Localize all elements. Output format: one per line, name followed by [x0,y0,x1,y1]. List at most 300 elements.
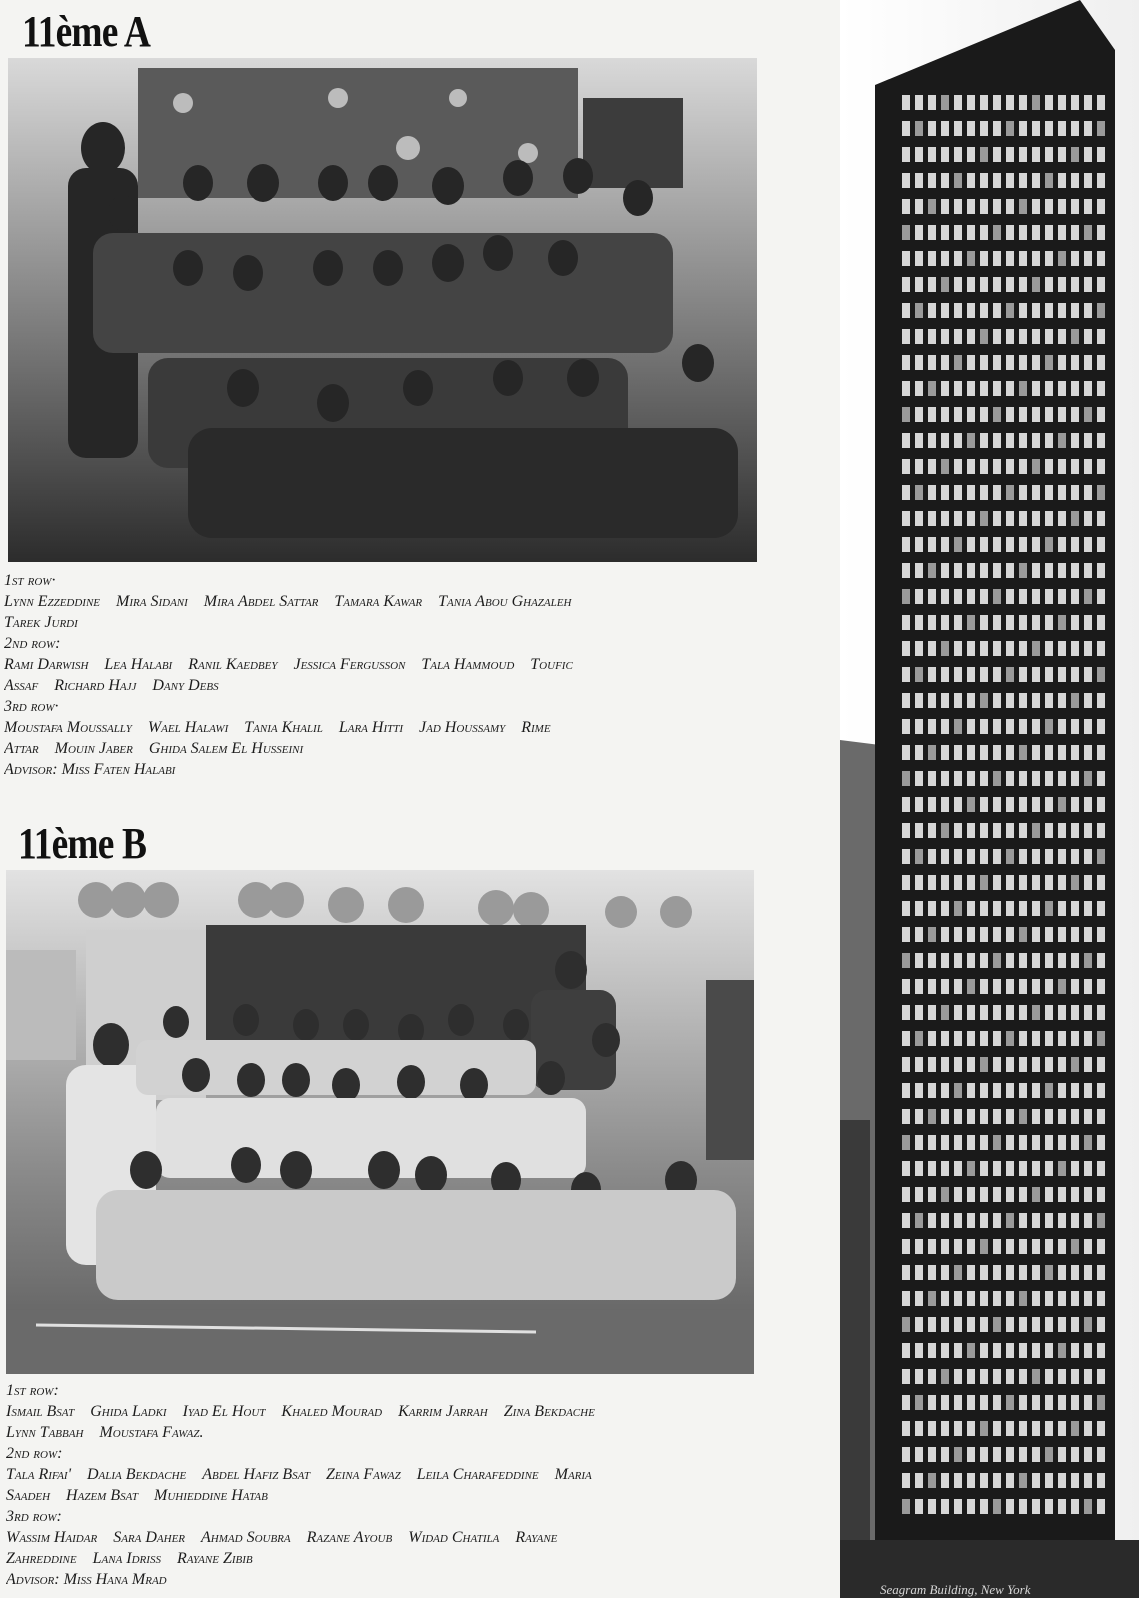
window [902,797,910,812]
window [1071,147,1079,162]
student-name: Toufic [530,656,573,673]
window [1071,849,1079,864]
window [928,1447,936,1462]
window [1006,199,1014,214]
student-name: Assaf [4,677,39,694]
window [1058,849,1066,864]
window [980,615,988,630]
window [902,303,910,318]
window [915,1265,923,1280]
window [954,433,962,448]
window [1097,1291,1105,1306]
window [954,745,962,760]
window [993,953,1001,968]
window [902,823,910,838]
window [1097,355,1105,370]
window [928,667,936,682]
window [915,1109,923,1124]
window [1006,121,1014,136]
window [915,1057,923,1072]
window [1019,381,1027,396]
window [1058,1421,1066,1436]
window [1058,1317,1066,1332]
student-name: Tamara Kawar [334,593,423,610]
student-name: Tala Hammoud [421,656,515,673]
window [1019,1005,1027,1020]
window [1045,1083,1053,1098]
window [1032,745,1040,760]
window [902,355,910,370]
window [980,1265,988,1280]
window [967,1057,975,1072]
window [1058,303,1066,318]
window [902,1161,910,1176]
window [941,1473,949,1488]
window [954,719,962,734]
window [941,979,949,994]
window [915,511,923,526]
window [915,1395,923,1410]
student-name: Rami Darwish [4,656,89,673]
window [1071,407,1079,422]
window [954,1421,962,1436]
window [1084,303,1092,318]
window [941,407,949,422]
window [928,641,936,656]
window [980,719,988,734]
window [1071,693,1079,708]
window [1058,1213,1066,1228]
window [928,797,936,812]
window [1045,121,1053,136]
window [1084,147,1092,162]
window [1032,1395,1040,1410]
window [1097,589,1105,604]
window [1058,1135,1066,1150]
window [993,1265,1001,1280]
window [928,199,936,214]
window [1097,511,1105,526]
student-name: Lynn Tabbah [6,1424,84,1441]
window [1097,1343,1105,1358]
window [941,485,949,500]
window [1084,511,1092,526]
window [1019,1083,1027,1098]
window [928,95,936,110]
window [928,1083,936,1098]
window [954,979,962,994]
window [993,1395,1001,1410]
window [1097,849,1105,864]
window [1019,95,1027,110]
window [980,901,988,916]
window [1006,1005,1014,1020]
window [1019,433,1027,448]
student-name: Mira Sidani [116,593,188,610]
window [1045,1343,1053,1358]
window [967,1031,975,1046]
window [1006,719,1014,734]
window [993,1473,1001,1488]
window [967,1473,975,1488]
window [1071,511,1079,526]
window [941,329,949,344]
student-name: Rayane Zibib [176,1550,253,1567]
window [915,719,923,734]
window [993,849,1001,864]
window [980,745,988,760]
window [954,1473,962,1488]
window [993,641,1001,656]
window [1058,641,1066,656]
window [915,381,923,396]
window [967,355,975,370]
window [967,979,975,994]
window [928,1317,936,1332]
window [954,303,962,318]
window [1084,875,1092,890]
window [1045,1473,1053,1488]
window [1032,407,1040,422]
window [1019,485,1027,500]
window [1058,1031,1066,1046]
window [1058,771,1066,786]
window [980,953,988,968]
window [1084,979,1092,994]
window [980,199,988,214]
window [1045,667,1053,682]
window [1006,511,1014,526]
window [1019,1239,1027,1254]
student-name: Zahreddine [6,1550,77,1567]
window [928,615,936,630]
window [1071,641,1079,656]
window [1071,1213,1079,1228]
window [1019,459,1027,474]
window [1071,1343,1079,1358]
window [1006,173,1014,188]
window [980,173,988,188]
window [1097,927,1105,942]
window [1097,1031,1105,1046]
window [1032,1005,1040,1020]
window [1032,1161,1040,1176]
window [980,563,988,578]
window [1006,251,1014,266]
window [941,355,949,370]
window [1006,667,1014,682]
window [902,901,910,916]
window [915,251,923,266]
window [1045,1317,1053,1332]
window [941,615,949,630]
window [1019,1031,1027,1046]
window [954,927,962,942]
window [902,745,910,760]
window [967,485,975,500]
window [1019,407,1027,422]
window [1019,823,1027,838]
window [967,1005,975,1020]
window [993,823,1001,838]
window [928,1239,936,1254]
window [993,589,1001,604]
window [1032,537,1040,552]
window [1071,1161,1079,1176]
window [1045,173,1053,188]
window [1071,199,1079,214]
window [993,1083,1001,1098]
window [1006,953,1014,968]
window [980,589,988,604]
window [1045,589,1053,604]
window [954,407,962,422]
window [1019,1161,1027,1176]
window [1045,303,1053,318]
window [941,1239,949,1254]
window [1097,1369,1105,1384]
window [1071,1265,1079,1280]
window [1045,823,1053,838]
window [915,1213,923,1228]
window [980,771,988,786]
window [1071,901,1079,916]
window [1032,1265,1040,1280]
student-name: Sara Daher [113,1529,186,1546]
window [928,1265,936,1280]
window [1084,771,1092,786]
window [928,147,936,162]
name-line [4,591,804,612]
window [1058,1473,1066,1488]
window [1045,875,1053,890]
window [1071,1109,1079,1124]
window [967,1187,975,1202]
window [980,1239,988,1254]
window [915,771,923,786]
window [1006,849,1014,864]
window [980,95,988,110]
window [1006,1187,1014,1202]
window [928,459,936,474]
window [1071,875,1079,890]
window [967,199,975,214]
window [954,329,962,344]
window [1019,173,1027,188]
window [1097,329,1105,344]
window [941,1005,949,1020]
window [967,277,975,292]
window [1032,589,1040,604]
window [980,1083,988,1098]
window [1045,485,1053,500]
student-name: Rayane [515,1529,558,1546]
window [1084,615,1092,630]
window [1019,1187,1027,1202]
window [980,1005,988,1020]
window [1045,537,1053,552]
window [1097,277,1105,292]
window [928,745,936,760]
student-name: Jad Houssamy [419,719,506,736]
window [1084,381,1092,396]
window [980,1291,988,1306]
window [993,95,1001,110]
window [1097,1395,1105,1410]
window [993,745,1001,760]
window [1032,1421,1040,1436]
window [1084,225,1092,240]
window [902,459,910,474]
window [1045,95,1053,110]
window [1006,1343,1014,1358]
student-name: Moustafa Fawaz. [99,1424,204,1441]
window [1084,1109,1092,1124]
window [902,433,910,448]
student-name: Mira Abdel Sattar [203,593,319,610]
student-name: Hazem Bsat [66,1487,139,1504]
window [1019,927,1027,942]
window [928,1187,936,1202]
student-name: Wael Halawi [147,719,229,736]
window [980,667,988,682]
window [941,641,949,656]
window [1032,771,1040,786]
window [1071,615,1079,630]
window [1045,693,1053,708]
window [902,563,910,578]
window [928,1369,936,1384]
window [980,1421,988,1436]
window [1084,1395,1092,1410]
window [1019,745,1027,760]
window [1006,1161,1014,1176]
window [1045,1031,1053,1046]
window [1097,719,1105,734]
window [1019,797,1027,812]
window [1071,173,1079,188]
window [915,1005,923,1020]
window [954,1187,962,1202]
window [1071,927,1079,942]
window [1019,693,1027,708]
window [902,511,910,526]
window [980,355,988,370]
window [954,1213,962,1228]
window [1084,173,1092,188]
window [967,1213,975,1228]
window [1006,615,1014,630]
student-name: Rime [521,719,551,736]
window [1058,1187,1066,1202]
window [1058,953,1066,968]
class-photo-a [8,58,757,562]
window [1045,1291,1053,1306]
window [980,1395,988,1410]
window [967,1291,975,1306]
window [941,1421,949,1436]
window [1084,1239,1092,1254]
student-name: Wassim Haidar [6,1529,98,1546]
window [1019,1265,1027,1280]
window [1071,251,1079,266]
window [954,1109,962,1124]
window [1071,1083,1079,1098]
window [954,121,962,136]
window [993,797,1001,812]
window [1006,1057,1014,1072]
window [915,225,923,240]
window [1097,303,1105,318]
window [993,927,1001,942]
window [928,589,936,604]
window [954,537,962,552]
window [1019,719,1027,734]
window [915,979,923,994]
window [1045,1109,1053,1124]
window [1097,433,1105,448]
window [915,823,923,838]
window [1071,277,1079,292]
window [1097,1447,1105,1462]
window [1071,95,1079,110]
window [1058,1291,1066,1306]
window [1019,121,1027,136]
window [1084,329,1092,344]
window [980,1109,988,1124]
window [928,563,936,578]
window [1058,537,1066,552]
window [993,1317,1001,1332]
window [915,407,923,422]
window [928,1109,936,1124]
window [980,693,988,708]
window [1019,251,1027,266]
window [941,1057,949,1072]
student-name: Lana Idriss [92,1550,161,1567]
window [980,1499,988,1514]
window [1032,1239,1040,1254]
window [1019,589,1027,604]
window [1058,875,1066,890]
window [1019,225,1027,240]
window [1032,979,1040,994]
window [1006,303,1014,318]
window [967,147,975,162]
window [1097,1317,1105,1332]
window [928,433,936,448]
window [980,329,988,344]
window [1032,381,1040,396]
window [1006,823,1014,838]
window [1032,1187,1040,1202]
window [1097,121,1105,136]
window [967,615,975,630]
window [902,589,910,604]
window [941,1187,949,1202]
window [980,1031,988,1046]
window [954,693,962,708]
window [993,563,1001,578]
window [941,537,949,552]
window [1045,641,1053,656]
window [915,641,923,656]
window [993,251,1001,266]
window [941,303,949,318]
window [1045,433,1053,448]
window [941,459,949,474]
window [928,1005,936,1020]
